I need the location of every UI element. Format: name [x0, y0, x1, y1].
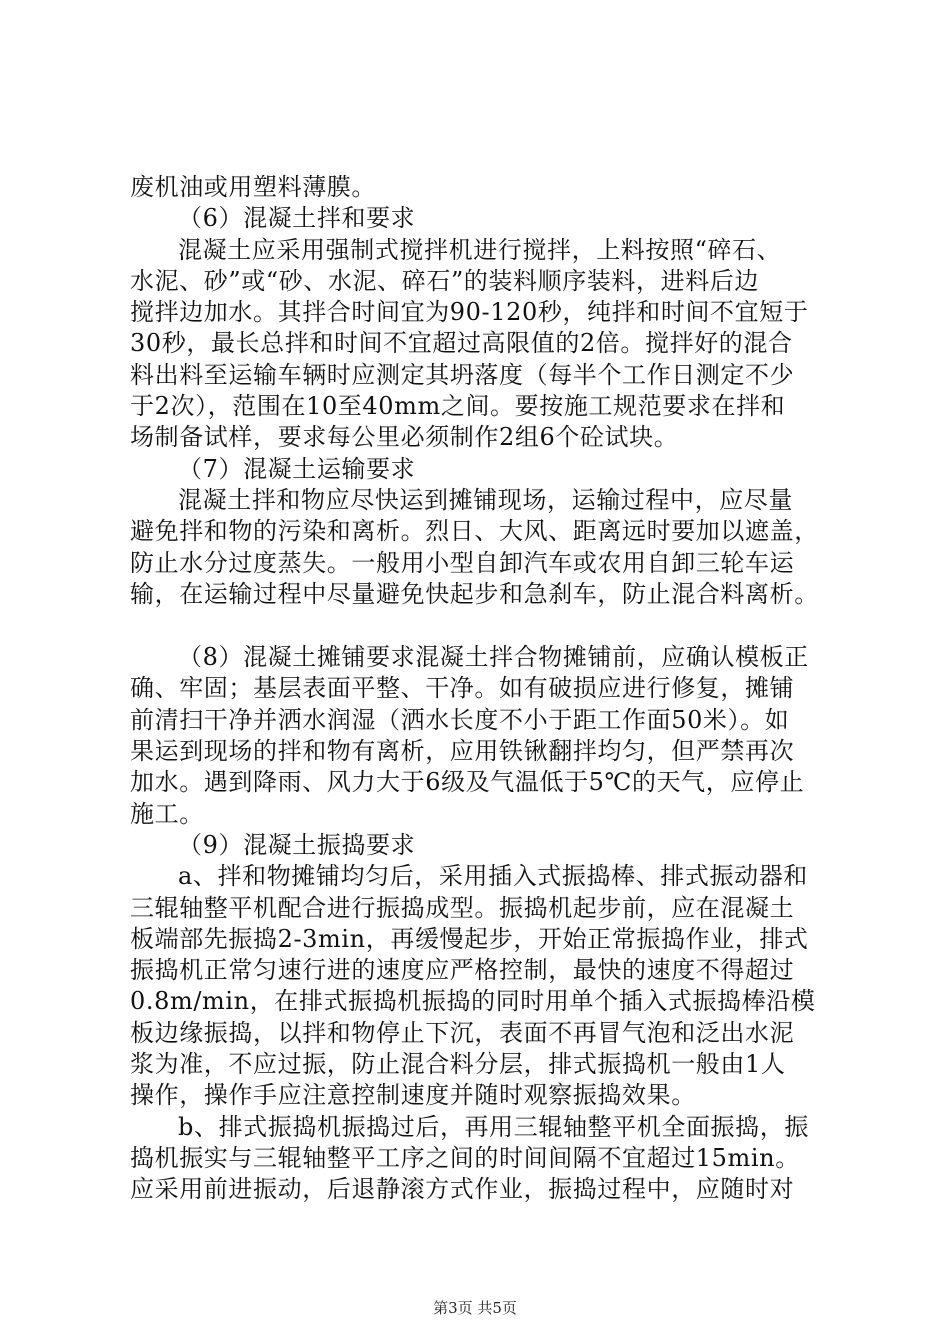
- text-line: 混凝土拌和物应尽快运到摊铺现场，运输过程中，应尽量: [178, 485, 793, 514]
- text-line: 振捣机正常匀速行进的速度应严格控制，最快的速度不得超过: [130, 956, 795, 985]
- text-line: 操作，操作手应注意控制速度并随时观察振捣效果。: [130, 1081, 696, 1110]
- text-line: 浆为准，不应过振，防止混合料分层，排式振捣机一般由1人: [130, 1050, 786, 1079]
- page-number-footer: 第3页 共5页: [433, 1299, 517, 1317]
- text-line: 捣机振实与三辊轴整平工序之间的时间间隔不宜超过15min。: [130, 1143, 800, 1172]
- text-line: 前清扫干净并洒水润湿（洒水长度不小于距工作面50米）。如: [130, 705, 790, 734]
- section-heading-7: （7）混凝土运输要求: [178, 454, 416, 483]
- text-line: 板端部先振捣2-3min，再缓慢起步，开始正常振捣作业，排式: [130, 924, 809, 953]
- text-line: 应采用前进振动，后退静滚方式作业，振捣过程中，应随时对: [130, 1175, 795, 1204]
- text-line: 水泥、砂”或“砂、水泥、碎石”的装料顺序装料，进料后边: [130, 266, 760, 295]
- text-line: 废机油或用塑料薄膜。: [130, 173, 376, 201]
- text-line: 于2次），范围在10至40mm之间。要按施工规范要求在拌和: [130, 392, 786, 421]
- document-body: [130, 172, 830, 1206]
- text-line: 混凝土应采用强制式搅拌机进行搅拌，上料按照“碎石、: [178, 235, 782, 264]
- text-line: 搅拌边加水。其拌合时间宜为90-120秒，纯拌和时间不宜短于: [130, 298, 809, 327]
- text-line: 防止水分过度蒸失。一般用小型自卸汽车或农用自卸三轮车运: [130, 548, 795, 577]
- text-line: a、拌和物摊铺均匀后，采用插入式振捣棒、排式振动器和: [178, 862, 808, 891]
- text-line: 场制备试样，要求每公里必须制作2组6个砼试块。: [130, 423, 679, 452]
- section-heading-8: （8）混凝土摊铺要求混凝土拌合物摊铺前，应确认模板正: [178, 643, 809, 672]
- text-line: 避免拌和物的污染和离析。烈日、大风、距离远时要加以遮盖，: [130, 517, 819, 546]
- text-line: 果运到现场的拌和物有离析，应用铁锹翻拌均匀，但严禁再次: [130, 737, 795, 766]
- text-line: 三辊轴整平机配合进行振捣成型。振捣机起步前，应在混凝土: [130, 893, 795, 922]
- text-line: b、排式振捣机振捣过后，再用三辊轴整平机全面振捣，振: [178, 1112, 809, 1141]
- section-heading-6: （6）混凝土拌和要求: [178, 204, 416, 233]
- paragraph-gap: [130, 610, 830, 642]
- text-line: 输，在运输过程中尽量避免快起步和急刹车，防止混合料离析。: [130, 579, 819, 608]
- section-heading-9: （9）混凝土振捣要求: [178, 830, 416, 859]
- text-line: 30秒，最长总拌和时间不宜超过高限值的2倍。搅拌好的混合: [130, 329, 793, 358]
- text-line: 板边缘振捣，以拌和物停止下沉，表面不再冒气泡和泛出水泥: [130, 1018, 795, 1047]
- text-line: 加水。遇到降雨、风力大于6级及气温低于5℃的天气，应停止: [130, 768, 805, 797]
- text-line: 施工。: [130, 799, 204, 828]
- text-line: 确、牢固；基层表面平整、干净。如有破损应进行修复，摊铺: [130, 674, 795, 703]
- text-line: 料出料至运输车辆时应测定其坍落度（每半个工作日测定不少: [130, 360, 795, 389]
- text-line: 0.8m/min，在排式振捣机振捣的同时用单个插入式振捣棒沿模: [130, 987, 816, 1016]
